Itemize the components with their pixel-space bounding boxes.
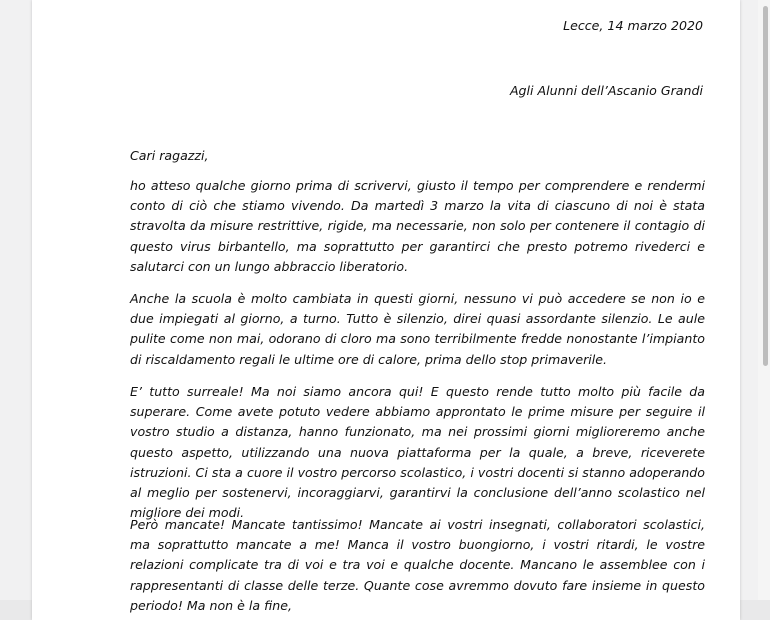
paragraph: Anche la scuola è molto cambiata in questi giorni, nessuno vi può accedere se non io e due impiegati al giorno, a turno. Tutto è silenzio, direi quasi assordante silenzio. Le aule pulite come non mai, odorano di cloro ma sono terribilmente fredde nonostante l’impianto di riscaldamento regali le ultime ore di calore, prima dello stop primaverile. (130, 291, 705, 367)
paragraph: Però mancate! Mancate tantissimo! Mancate ai vostri insegnati, collaboratori scolastici, ma soprattutto mancate a me! Manca il vostro buongiorno, i vostri ritardi, le vostre relazioni complicate tra di voi e tra voi e qualche docente. Mancano le assemblee con i rappresentanti di classe delle terze. Quante cose avremmo dovuto fare insieme in questo periodo! Ma non è la fine, (130, 517, 705, 613)
letter-salutation: Cari ragazzi, (130, 148, 209, 163)
scrollbar-thumb[interactable] (763, 6, 768, 366)
letter-recipient: Agli Alunni dell’Ascanio Grandi (509, 83, 703, 98)
vertical-scrollbar[interactable] (758, 0, 770, 600)
paragraph: E’ tutto surreale! Ma noi siamo ancora qui! E questo rende tutto molto più facile da superare. Come avete potuto vedere abbiamo approntato le prime misure per seguire il vostro studio a distanza, hanno funzionato, ma nei prossimi giorni miglioreremo anche questo aspetto, utilizzando una nuova piattaforma per la quale, a breve, riceverete istruzioni. Ci sta a cuore il vostro percorso scolastico, i vostri docenti si stanno adoperando al meglio per sostenervi, incoraggiarvi, garantirvi la conclusione dell’anno scolastico nel migliore dei modi. (130, 384, 705, 521)
paragraph: ho atteso qualche giorno prima di scrivervi, giusto il tempo per comprendere e rendermi conto di ciò che stiamo vivendo. Da martedì 3 marzo la vita di ciascuno di noi è stata stravolta da misure restrittive, rigide, ma necessarie, non solo per contenere il contagio di questo virus birbantello, ma soprattutto per garantirci che presto potremo rivederci e salutarci con un lungo abbraccio liberatorio. (130, 178, 705, 274)
document-page (32, 0, 740, 620)
letter-date: Lecce, 14 marzo 2020 (563, 18, 703, 33)
